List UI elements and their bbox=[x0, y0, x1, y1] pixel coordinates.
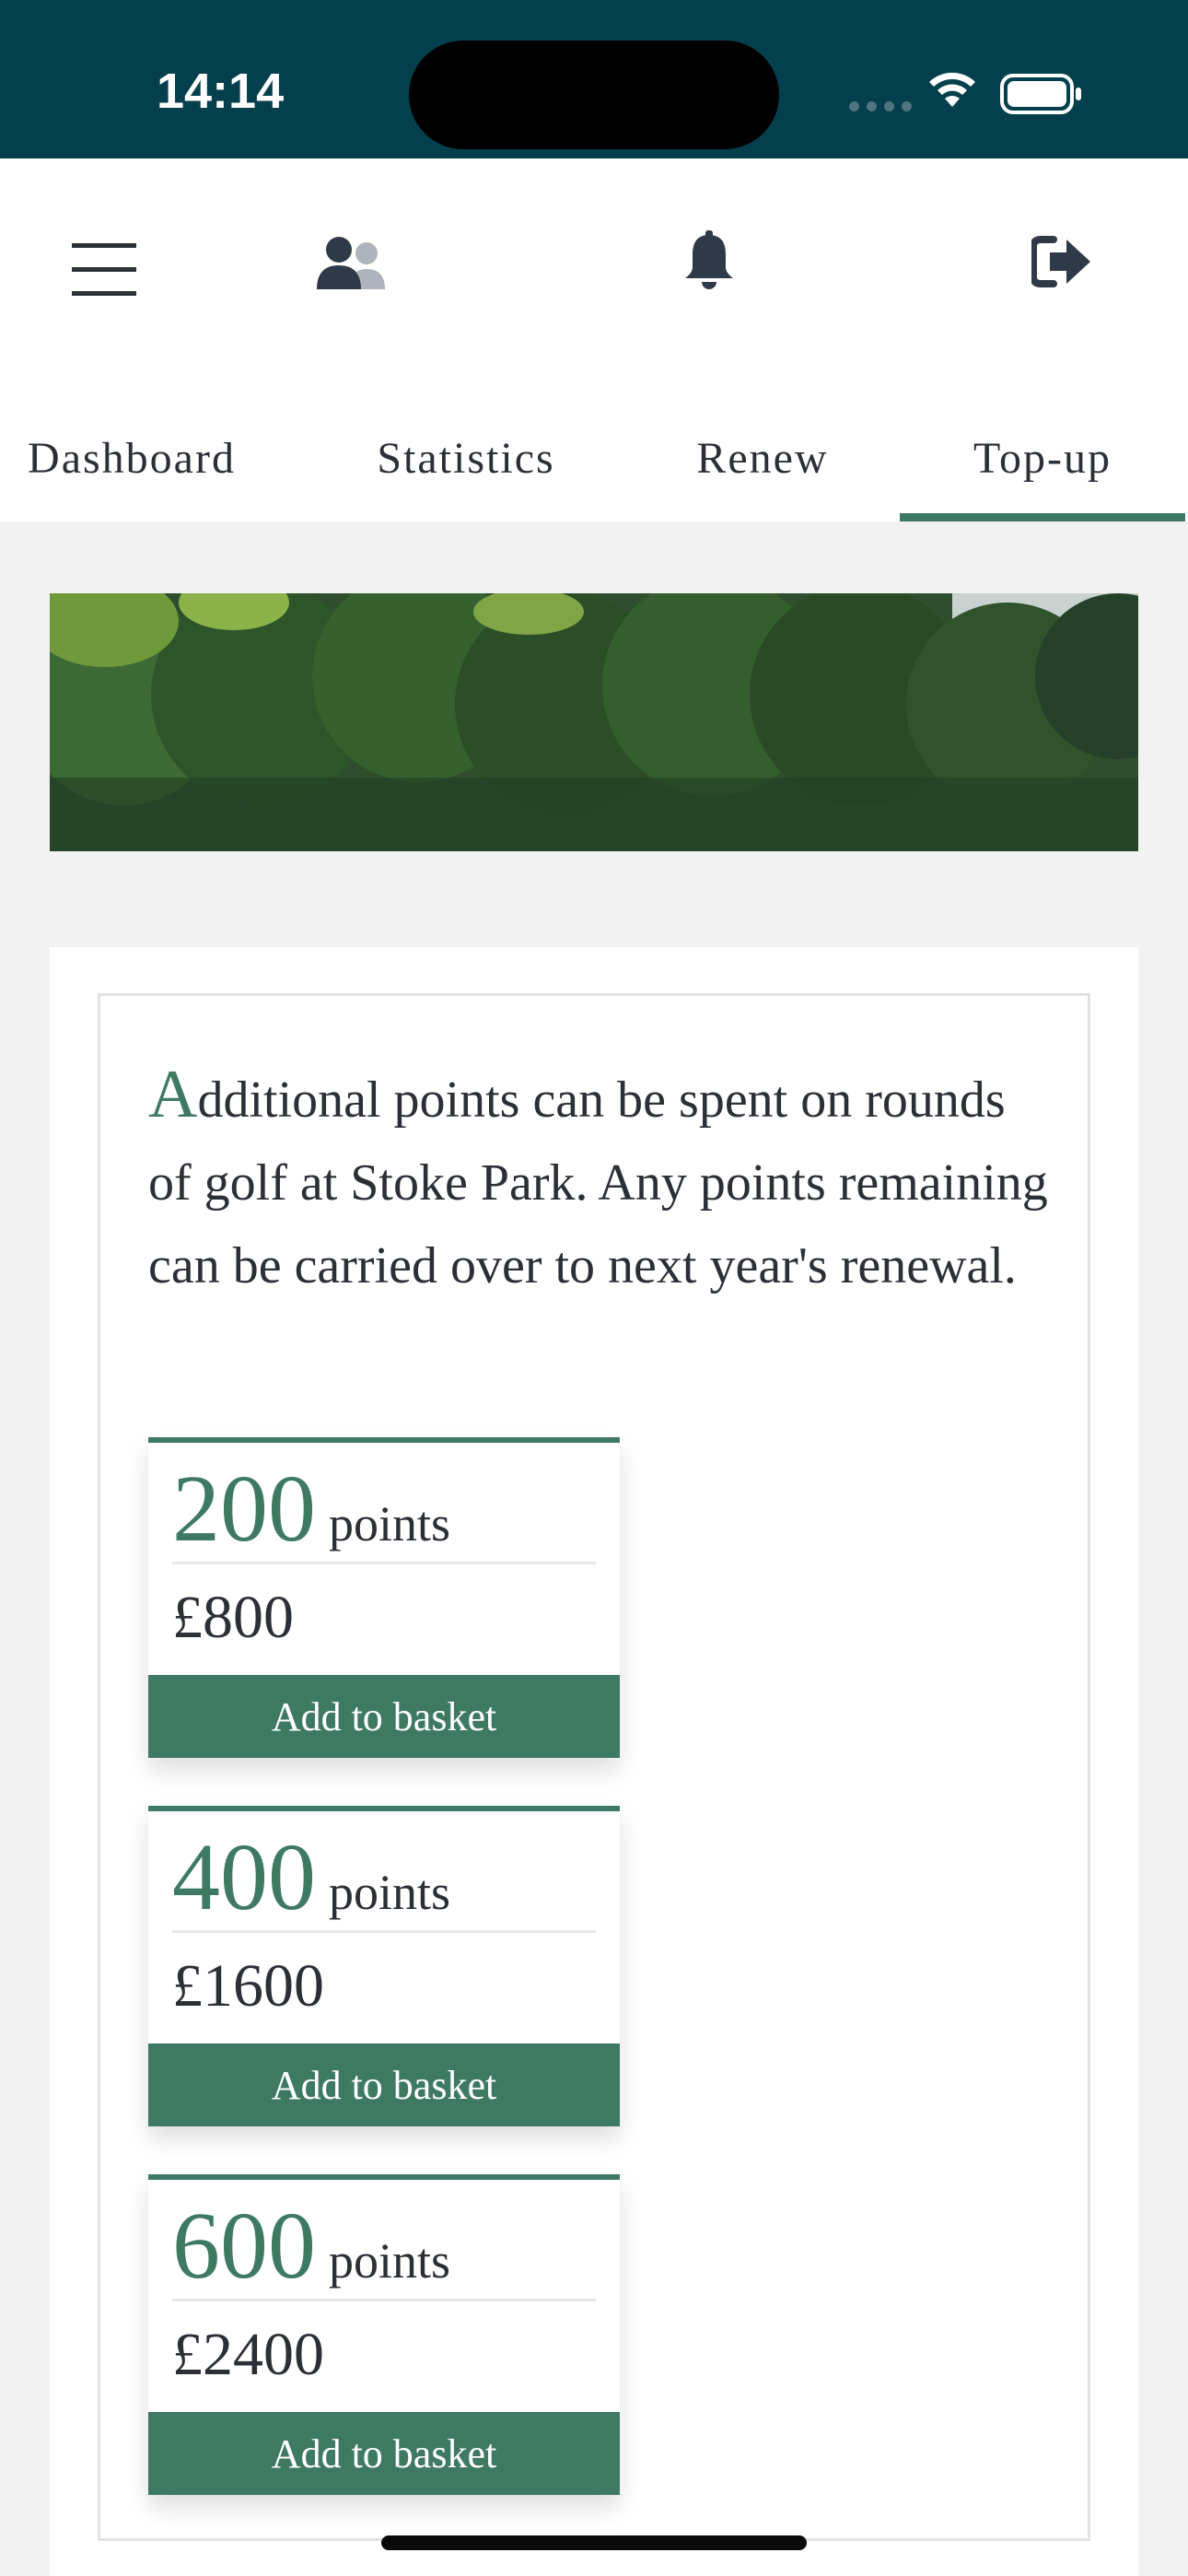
package-points: 600 bbox=[172, 2193, 316, 2299]
package-price: £1600 bbox=[172, 1952, 324, 2020]
top-up-card bbox=[50, 947, 1138, 2576]
tab-statistics[interactable]: Statistics bbox=[377, 434, 555, 483]
add-to-basket-button[interactable]: Add to basket bbox=[148, 2043, 620, 2126]
package-points: 400 bbox=[172, 1824, 316, 1930]
status-time: 14:14 bbox=[157, 64, 285, 119]
description-text: dditional points can be spent on rounds of golf at Stoke Park. Any points remaining can be carried over to next year's renewal. bbox=[148, 1071, 1048, 1294]
points-package bbox=[148, 1806, 620, 2126]
package-header bbox=[172, 2193, 596, 2301]
top-up-panel bbox=[98, 993, 1090, 2541]
menu-icon[interactable] bbox=[72, 243, 136, 297]
package-unit: points bbox=[329, 2233, 451, 2289]
logout-icon[interactable] bbox=[1031, 236, 1092, 287]
points-package bbox=[148, 1437, 620, 1758]
package-points: 200 bbox=[172, 1456, 316, 1562]
package-price: £800 bbox=[172, 1584, 294, 1651]
battery-icon bbox=[1000, 74, 1083, 114]
tab-bar bbox=[0, 409, 1188, 521]
tab-dashboard[interactable]: Dashboard bbox=[28, 434, 236, 483]
status-bar bbox=[0, 0, 1188, 158]
bell-icon[interactable] bbox=[683, 230, 735, 291]
forest-banner-image bbox=[50, 593, 1138, 851]
package-price: £2400 bbox=[172, 2321, 324, 2388]
tab-top-up[interactable]: Top-up bbox=[900, 409, 1185, 521]
members-icon[interactable] bbox=[315, 236, 389, 291]
add-to-basket-button[interactable]: Add to basket bbox=[148, 1675, 620, 1758]
top-up-description bbox=[148, 1053, 1051, 1307]
dynamic-island bbox=[409, 41, 779, 149]
tab-renew[interactable]: Renew bbox=[696, 434, 829, 483]
wifi-icon bbox=[926, 70, 978, 109]
add-to-basket-button[interactable]: Add to basket bbox=[148, 2412, 620, 2495]
points-package bbox=[148, 2174, 620, 2495]
top-navigation bbox=[0, 158, 1188, 521]
package-unit: points bbox=[329, 1496, 451, 1551]
cellular-signal-icon bbox=[849, 101, 912, 111]
package-header bbox=[172, 1824, 596, 1933]
package-unit: points bbox=[329, 1865, 451, 1920]
description-dropcap: A bbox=[148, 1057, 198, 1132]
home-indicator[interactable] bbox=[381, 2535, 807, 2550]
package-header bbox=[172, 1456, 596, 1564]
